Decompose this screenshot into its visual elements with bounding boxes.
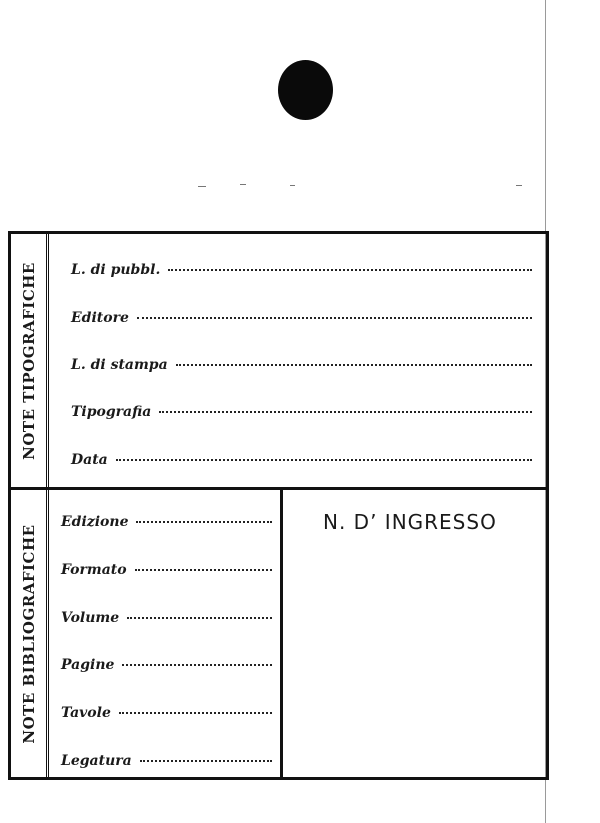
field-label: Formato (61, 562, 127, 578)
entry-number-title: N. D’ INGRESSO (323, 510, 497, 534)
field-dotted-line[interactable] (135, 569, 272, 571)
typographic-notes-side-label (11, 234, 49, 487)
speck (240, 184, 246, 185)
field-label: Editore (71, 310, 129, 326)
punch-hole (278, 60, 333, 120)
speck (198, 186, 206, 187)
speck (290, 185, 295, 186)
field-row-plates (61, 705, 272, 721)
speck (516, 185, 522, 186)
bibliographic-notes-label: NOTE BIBLIOGRAFICHE (19, 523, 38, 744)
field-label: Pagine (61, 657, 115, 673)
field-dotted-line[interactable] (137, 317, 532, 319)
field-dotted-line[interactable] (140, 760, 272, 762)
field-label: Volume (61, 610, 120, 626)
field-label: L. di stampa (71, 357, 168, 373)
field-row-edition (61, 514, 272, 530)
typographic-notes-section (11, 234, 546, 490)
field-row-binding (61, 753, 272, 769)
field-row-publisher (71, 310, 532, 326)
catalog-card (8, 231, 549, 780)
field-label: Tipografia (71, 404, 152, 420)
field-row-place-of-printing (71, 357, 532, 373)
field-label: L. di pubbl. (71, 262, 161, 278)
field-dotted-line[interactable] (119, 712, 272, 714)
field-dotted-line[interactable] (159, 411, 532, 413)
entry-number-box[interactable] (283, 490, 546, 777)
field-row-printer (71, 404, 532, 420)
field-dotted-line[interactable] (136, 521, 272, 523)
field-row-pages (61, 657, 272, 673)
field-dotted-line[interactable] (127, 617, 272, 619)
field-label: Data (71, 452, 108, 468)
field-dotted-line[interactable] (122, 664, 272, 666)
field-row-volume (61, 610, 272, 626)
bibliographic-notes-section (11, 490, 546, 777)
field-dotted-line[interactable] (176, 364, 532, 366)
bibliographic-fields-column (11, 490, 283, 777)
field-dotted-line[interactable] (168, 269, 532, 271)
field-row-date (71, 452, 532, 468)
field-row-place-of-publication (71, 262, 532, 278)
field-row-format (61, 562, 272, 578)
field-label: Edizione (61, 514, 129, 530)
field-label: Legatura (61, 753, 132, 769)
field-dotted-line[interactable] (116, 459, 532, 461)
typographic-notes-label: NOTE TIPOGRAFICHE (19, 261, 38, 460)
field-label: Tavole (61, 705, 111, 721)
bibliographic-notes-side-label (11, 490, 49, 777)
